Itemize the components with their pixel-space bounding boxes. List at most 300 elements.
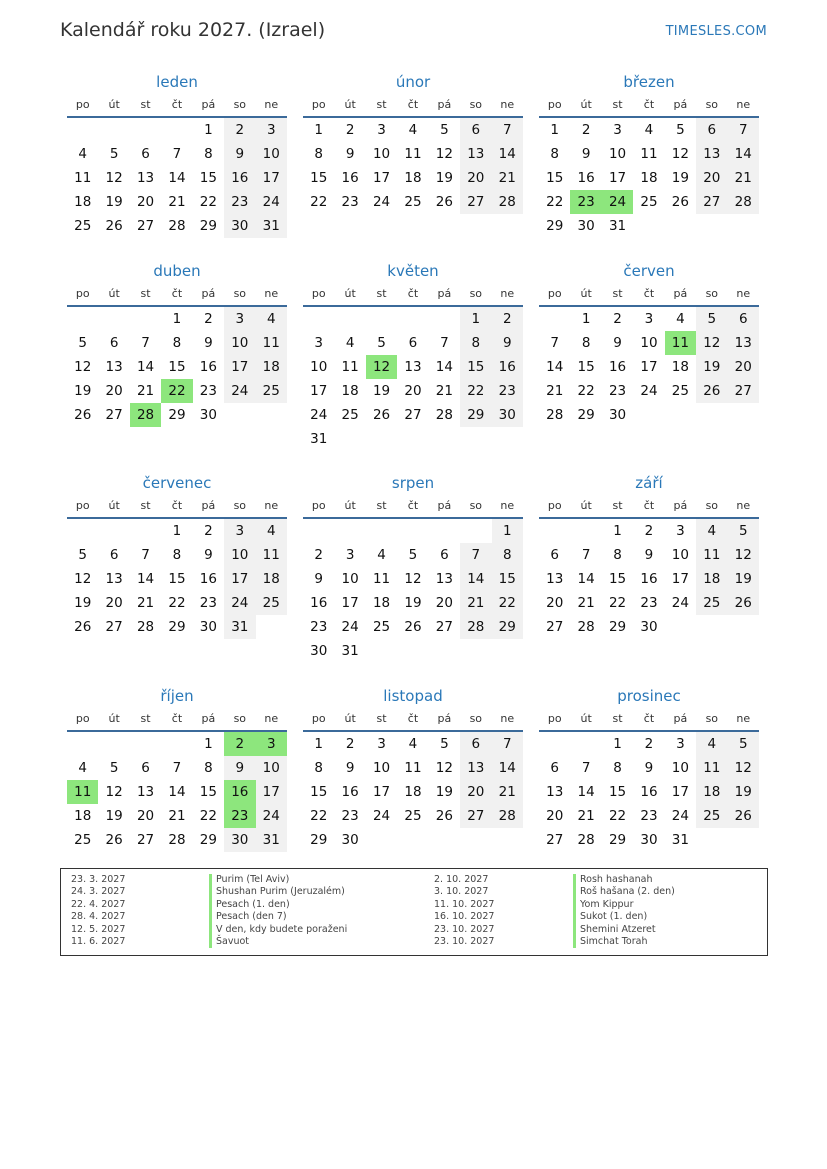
day-cell: 17 xyxy=(640,359,658,375)
holiday-name: Simchat Torah xyxy=(573,936,675,948)
day-cell: 12 xyxy=(74,571,92,587)
day-cell: 25 xyxy=(256,591,287,615)
day-cell: 5 xyxy=(728,732,759,756)
week-row xyxy=(67,756,287,780)
day-cell: 15 xyxy=(168,571,186,587)
day-cell: 5 xyxy=(440,736,449,752)
day-cell: 27 xyxy=(696,190,727,214)
day-cell: 24 xyxy=(224,379,255,403)
day-cell: 21 xyxy=(728,166,759,190)
day-cell: 13 xyxy=(404,359,422,375)
month-2 xyxy=(303,71,523,214)
day-cell: 15 xyxy=(608,571,627,587)
weekday-label: čt xyxy=(643,712,655,725)
month-name: říjen xyxy=(160,687,194,705)
weekday-label: so xyxy=(705,98,719,111)
weekday-label: čt xyxy=(407,287,419,300)
month-name: prosinec xyxy=(617,687,681,705)
day-cell: 22 xyxy=(492,591,523,615)
weekday-label: čt xyxy=(171,499,183,512)
day-cell: 18 xyxy=(640,170,658,186)
month-3 xyxy=(539,71,759,238)
empty-day-cell xyxy=(429,639,460,663)
day-cell: 20 xyxy=(460,780,491,804)
day-cell: 17 xyxy=(256,780,287,804)
day-cell: 4 xyxy=(78,146,87,162)
day-cell: 2 xyxy=(224,732,255,756)
day-cell: 8 xyxy=(581,335,591,351)
day-cell: 8 xyxy=(613,547,622,563)
weekday-label: st xyxy=(612,499,623,512)
empty-day-cell xyxy=(256,615,287,639)
weekday-label: st xyxy=(140,287,151,300)
day-cell: 29 xyxy=(546,218,564,234)
month-4 xyxy=(67,260,287,427)
day-cell: 4 xyxy=(676,311,685,327)
day-cell: 16 xyxy=(199,359,217,375)
empty-day-cell xyxy=(460,427,491,451)
week-row xyxy=(539,355,759,379)
day-cell: 28 xyxy=(728,190,759,214)
day-cell: 15 xyxy=(460,355,491,379)
day-cell: 10 xyxy=(372,146,391,162)
day-cell: 10 xyxy=(671,547,689,563)
day-cell: 10 xyxy=(224,331,255,355)
holiday-date: 11. 6. 2027 xyxy=(71,935,126,947)
day-cell: 5 xyxy=(109,760,119,776)
day-cell: 13 xyxy=(696,142,727,166)
day-cell: 20 xyxy=(404,383,422,399)
week-row xyxy=(539,379,759,403)
weekday-header xyxy=(303,708,523,732)
day-cell: 23 xyxy=(199,383,217,399)
week-row xyxy=(303,142,523,166)
day-cell: 26 xyxy=(435,194,453,210)
week-row xyxy=(539,166,759,190)
day-cell: 27 xyxy=(105,407,123,423)
day-cell: 22 xyxy=(199,194,217,210)
day-cell: 22 xyxy=(161,379,192,403)
day-cell: 17 xyxy=(224,355,255,379)
holiday-date: 24. 3. 2027 xyxy=(71,886,126,898)
day-cell: 16 xyxy=(577,170,595,186)
day-cell: 8 xyxy=(460,331,491,355)
day-cell: 7 xyxy=(492,118,523,142)
day-cell: 21 xyxy=(168,194,186,210)
day-cell: 23 xyxy=(224,804,255,828)
weekday-label: so xyxy=(233,287,247,300)
day-cell: 1 xyxy=(314,736,323,752)
month-name: srpen xyxy=(391,474,435,492)
empty-day-cell xyxy=(334,519,365,543)
week-row xyxy=(539,828,759,852)
day-cell: 3 xyxy=(676,736,685,752)
day-cell: 23 xyxy=(608,383,627,399)
day-cell: 16 xyxy=(492,355,523,379)
day-cell: 12 xyxy=(728,543,759,567)
day-cell: 14 xyxy=(435,359,453,375)
day-cell: 26 xyxy=(728,804,759,828)
day-cell: 1 xyxy=(172,311,182,327)
week-row xyxy=(67,567,287,591)
day-cell: 20 xyxy=(728,355,759,379)
empty-day-cell xyxy=(334,307,365,331)
day-cell: 9 xyxy=(204,335,213,351)
day-cell: 17 xyxy=(608,170,627,186)
weekday-label: čt xyxy=(171,287,183,300)
empty-day-cell xyxy=(366,828,397,852)
empty-day-cell xyxy=(696,615,727,639)
day-cell: 14 xyxy=(168,170,186,186)
weekday-label: po xyxy=(75,499,90,512)
week-row xyxy=(303,804,523,828)
weekday-label: so xyxy=(233,98,247,111)
weekday-label: so xyxy=(469,712,483,725)
week-row xyxy=(303,591,523,615)
week-row xyxy=(303,331,523,355)
day-cell: 8 xyxy=(314,146,323,162)
day-cell: 19 xyxy=(105,194,123,210)
day-cell: 17 xyxy=(341,595,359,611)
weekday-label: čt xyxy=(407,499,419,512)
day-cell: 11 xyxy=(372,571,391,587)
day-cell: 30 xyxy=(577,218,595,234)
day-cell: 27 xyxy=(136,218,155,234)
day-cell: 25 xyxy=(696,804,727,828)
day-cell: 15 xyxy=(310,784,328,800)
day-cell: 24 xyxy=(256,804,287,828)
day-cell: 30 xyxy=(199,619,217,635)
weekday-label: čt xyxy=(171,98,183,111)
empty-day-cell xyxy=(366,427,397,451)
empty-day-cell xyxy=(224,403,255,427)
day-cell: 27 xyxy=(404,407,422,423)
weekday-label: po xyxy=(547,287,562,300)
day-cell: 16 xyxy=(608,359,627,375)
week-row xyxy=(67,591,287,615)
empty-day-cell xyxy=(256,403,287,427)
day-cell: 1 xyxy=(613,523,622,539)
day-cell: 19 xyxy=(74,383,92,399)
week-row xyxy=(303,379,523,403)
holiday-date: 28. 4. 2027 xyxy=(71,911,126,923)
week-row xyxy=(303,828,523,852)
day-cell: 4 xyxy=(345,335,355,351)
holiday-date: 2. 10. 2027 xyxy=(434,874,489,885)
day-cell: 20 xyxy=(105,383,123,399)
day-cell: 7 xyxy=(172,146,182,162)
day-cell: 27 xyxy=(546,832,564,848)
weekday-label: ne xyxy=(264,287,279,300)
month-name: duben xyxy=(153,262,201,280)
weekday-label: st xyxy=(612,712,623,725)
day-cell: 12 xyxy=(435,760,453,776)
day-cell: 2 xyxy=(224,118,255,142)
week-row xyxy=(303,615,523,639)
day-cell: 3 xyxy=(377,122,386,138)
empty-day-cell xyxy=(429,307,460,331)
day-cell: 14 xyxy=(728,142,759,166)
day-cell: 12 xyxy=(728,756,759,780)
day-cell: 10 xyxy=(256,142,287,166)
month-7 xyxy=(67,472,287,639)
weekday-label: út xyxy=(108,712,120,725)
weekday-label: čt xyxy=(407,712,419,725)
week-row xyxy=(67,519,287,543)
month-6 xyxy=(539,260,759,427)
weekday-label: st xyxy=(612,287,623,300)
empty-day-cell xyxy=(696,828,727,852)
day-cell: 4 xyxy=(696,732,727,756)
day-cell: 13 xyxy=(136,784,155,800)
day-cell: 13 xyxy=(728,331,759,355)
day-cell: 25 xyxy=(74,832,92,848)
day-cell: 27 xyxy=(435,619,453,635)
day-cell: 5 xyxy=(377,335,386,351)
weekday-label: ne xyxy=(736,712,751,725)
week-row xyxy=(67,166,287,190)
day-cell: 5 xyxy=(109,146,119,162)
day-cell: 9 xyxy=(224,142,255,166)
day-cell: 21 xyxy=(577,595,595,611)
day-cell: 3 xyxy=(314,335,323,351)
day-cell: 19 xyxy=(728,780,759,804)
day-cell: 24 xyxy=(372,808,391,824)
empty-day-cell xyxy=(570,732,601,756)
day-cell: 22 xyxy=(546,194,564,210)
day-cell: 14 xyxy=(492,142,523,166)
month-name: březen xyxy=(623,73,675,91)
day-cell: 22 xyxy=(310,194,328,210)
weekday-label: so xyxy=(705,499,719,512)
weekday-label: ne xyxy=(264,499,279,512)
weekday-label: út xyxy=(580,98,592,111)
holiday-name: Purim (Tel Aviv) xyxy=(209,874,347,886)
weekday-label: pá xyxy=(437,98,452,111)
empty-day-cell xyxy=(161,732,192,756)
day-cell: 29 xyxy=(608,832,627,848)
holiday-name: Yom Kippur xyxy=(573,899,675,911)
day-cell: 26 xyxy=(671,194,689,210)
day-cell: 7 xyxy=(440,335,449,351)
weekday-label: pá xyxy=(673,499,688,512)
day-cell: 24 xyxy=(671,595,689,611)
weekday-label: čt xyxy=(643,98,655,111)
weekday-label: pá xyxy=(201,499,216,512)
holiday-name: Shushan Purim (Jeruzalém) xyxy=(209,886,347,898)
weekday-label: po xyxy=(75,98,90,111)
day-cell: 12 xyxy=(696,331,727,355)
holiday-date: 11. 10. 2027 xyxy=(434,898,495,910)
weekday-label: so xyxy=(233,712,247,725)
week-row xyxy=(539,519,759,543)
day-cell: 10 xyxy=(341,571,359,587)
legend-names-column-1 xyxy=(209,874,347,948)
day-cell: 8 xyxy=(204,760,213,776)
day-cell: 9 xyxy=(345,760,355,776)
week-row xyxy=(67,190,287,214)
day-cell: 24 xyxy=(671,808,689,824)
day-cell: 22 xyxy=(608,808,627,824)
day-cell: 6 xyxy=(550,760,559,776)
day-cell: 7 xyxy=(581,547,591,563)
day-cell: 17 xyxy=(671,784,689,800)
day-cell: 29 xyxy=(310,832,328,848)
holiday-name: V den, kdy budete poraženi xyxy=(209,924,347,936)
day-cell: 13 xyxy=(460,756,491,780)
weekday-label: po xyxy=(311,287,326,300)
day-cell: 29 xyxy=(199,218,217,234)
day-cell: 6 xyxy=(109,547,119,563)
week-row xyxy=(539,591,759,615)
empty-day-cell xyxy=(696,403,727,427)
day-cell: 14 xyxy=(577,784,595,800)
day-cell: 6 xyxy=(550,547,559,563)
weekday-label: po xyxy=(311,98,326,111)
day-cell: 25 xyxy=(74,218,92,234)
empty-day-cell xyxy=(460,639,491,663)
holiday-date: 23. 10. 2027 xyxy=(434,923,495,935)
day-cell: 23 xyxy=(492,379,523,403)
holiday-name: Šavuot xyxy=(209,936,347,948)
holiday-date: 23. 3. 2027 xyxy=(71,874,126,885)
day-cell: 11 xyxy=(67,780,98,804)
day-cell: 10 xyxy=(608,146,627,162)
day-cell: 2 xyxy=(613,311,622,327)
day-cell: 7 xyxy=(550,335,559,351)
day-cell: 19 xyxy=(404,595,422,611)
weekday-label: pá xyxy=(201,287,216,300)
week-row xyxy=(67,543,287,567)
day-cell: 21 xyxy=(492,166,523,190)
day-cell: 20 xyxy=(696,166,727,190)
month-name: červen xyxy=(623,262,675,280)
weekday-label: st xyxy=(376,499,387,512)
day-cell: 2 xyxy=(492,307,523,331)
empty-day-cell xyxy=(130,118,161,142)
day-cell: 7 xyxy=(141,335,150,351)
day-cell: 1 xyxy=(172,523,182,539)
day-cell: 24 xyxy=(341,619,359,635)
day-cell: 29 xyxy=(168,407,186,423)
day-cell: 7 xyxy=(581,760,591,776)
day-cell: 31 xyxy=(310,431,328,447)
day-cell: 14 xyxy=(136,571,155,587)
empty-day-cell xyxy=(665,615,696,639)
week-row xyxy=(67,828,287,852)
day-cell: 9 xyxy=(644,760,654,776)
empty-day-cell xyxy=(67,118,98,142)
day-cell: 6 xyxy=(728,307,759,331)
week-row xyxy=(67,732,287,756)
day-cell: 25 xyxy=(404,194,422,210)
holiday-date: 23. 10. 2027 xyxy=(434,935,495,947)
day-cell: 21 xyxy=(492,780,523,804)
day-cell: 18 xyxy=(256,355,287,379)
day-cell: 31 xyxy=(224,615,255,639)
day-cell: 23 xyxy=(640,808,658,824)
day-cell: 30 xyxy=(310,643,328,659)
day-cell: 3 xyxy=(224,307,255,331)
day-cell: 16 xyxy=(341,170,359,186)
day-cell: 21 xyxy=(136,595,155,611)
weekday-label: út xyxy=(344,98,356,111)
holiday-name: Rosh hashanah xyxy=(573,874,675,886)
day-cell: 8 xyxy=(204,146,213,162)
day-cell: 4 xyxy=(377,547,386,563)
week-row xyxy=(303,355,523,379)
day-cell: 21 xyxy=(577,808,595,824)
empty-day-cell xyxy=(98,519,129,543)
month-1 xyxy=(67,71,287,238)
empty-day-cell xyxy=(397,828,428,852)
week-row xyxy=(539,615,759,639)
day-cell: 12 xyxy=(366,355,397,379)
legend-dates-column-1 xyxy=(71,874,125,948)
week-row xyxy=(67,804,287,828)
day-cell: 13 xyxy=(105,359,123,375)
day-cell: 25 xyxy=(372,619,391,635)
day-cell: 28 xyxy=(492,804,523,828)
weekday-label: ne xyxy=(500,287,515,300)
day-cell: 16 xyxy=(224,780,255,804)
holiday-name: Pesach (den 7) xyxy=(209,911,347,923)
holiday-name: Pesach (1. den) xyxy=(209,899,347,911)
day-cell: 19 xyxy=(105,808,123,824)
day-cell: 28 xyxy=(460,615,491,639)
week-row xyxy=(67,307,287,331)
day-cell: 2 xyxy=(581,122,591,138)
legend-dates-column-2 xyxy=(434,874,494,948)
day-cell: 18 xyxy=(404,170,422,186)
day-cell: 18 xyxy=(372,595,391,611)
week-row xyxy=(303,519,523,543)
day-cell: 14 xyxy=(546,359,564,375)
site-brand-link[interactable]: TIMESLES.COM xyxy=(665,24,767,39)
day-cell: 28 xyxy=(492,190,523,214)
day-cell: 30 xyxy=(640,619,658,635)
weekday-header xyxy=(303,283,523,307)
weekday-header xyxy=(539,495,759,519)
week-row xyxy=(67,331,287,355)
day-cell: 15 xyxy=(577,359,595,375)
day-cell: 22 xyxy=(608,595,627,611)
day-cell: 6 xyxy=(460,732,491,756)
day-cell: 23 xyxy=(310,619,328,635)
weekday-label: st xyxy=(612,98,623,111)
day-cell: 18 xyxy=(671,359,689,375)
week-row xyxy=(303,166,523,190)
holiday-date: 12. 5. 2027 xyxy=(71,923,126,935)
day-cell: 23 xyxy=(640,595,658,611)
day-cell: 13 xyxy=(460,142,491,166)
weekday-label: pá xyxy=(201,712,216,725)
day-cell: 19 xyxy=(435,784,453,800)
week-row xyxy=(67,403,287,427)
day-cell: 12 xyxy=(105,784,123,800)
empty-day-cell xyxy=(728,403,759,427)
week-row xyxy=(303,543,523,567)
week-row xyxy=(539,190,759,214)
legend-names-column-2 xyxy=(573,874,675,948)
empty-day-cell xyxy=(728,615,759,639)
day-cell: 11 xyxy=(640,146,658,162)
day-cell: 18 xyxy=(696,567,727,591)
empty-day-cell xyxy=(366,639,397,663)
week-row xyxy=(539,331,759,355)
day-cell: 25 xyxy=(696,591,727,615)
day-cell: 9 xyxy=(204,547,213,563)
